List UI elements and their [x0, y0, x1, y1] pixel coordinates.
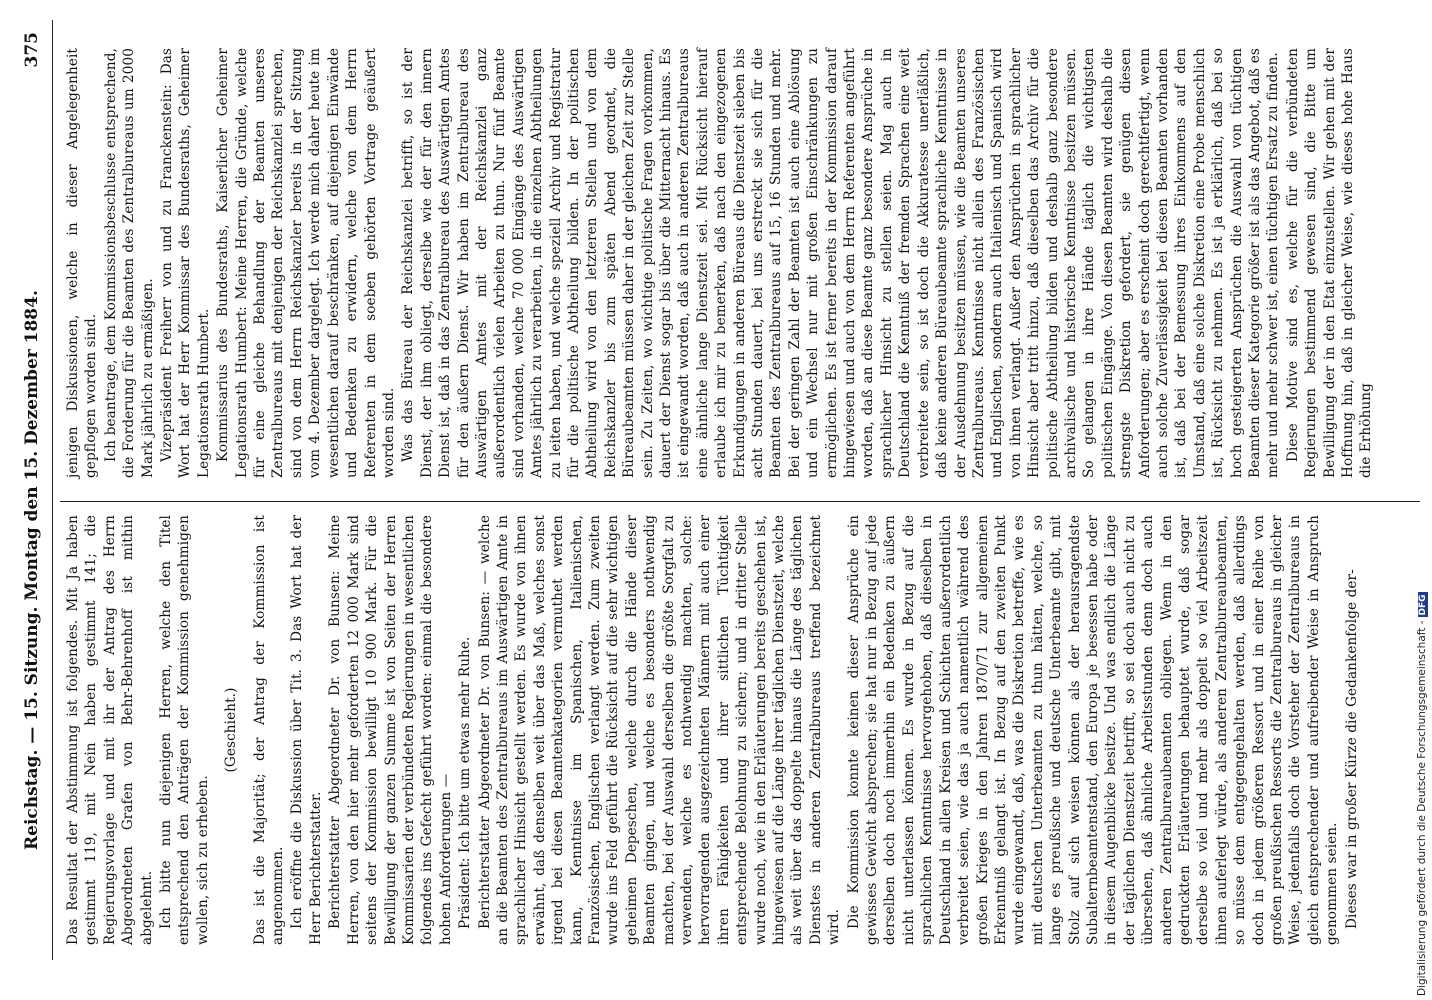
- column-divider: [60, 501, 1420, 502]
- digitization-credit: [1416, 576, 1432, 996]
- paragraph: Das ist die Majorität; der Antrag der Kommission ist angenommen.: [251, 515, 287, 945]
- stage-direction: (Geschieht.): [223, 687, 240, 773]
- credit-text: Digitalisierung gefördert durch die Deutsche Forschungsgemeinschaft -: [1416, 620, 1428, 996]
- page-number: 375: [22, 32, 42, 68]
- paragraph: Ich eröffne die Diskussion über Tit. 3. Das Wort hat der Herr Berichterstatter.: [289, 515, 324, 945]
- header-rule: [52, 20, 53, 960]
- paragraph: jenigen Diskussionen, welche in dieser Angelegenheit gepflogen worden sind.: [65, 48, 100, 478]
- header-title: Reichstag. — 15. Sitzung. Montag den 15. Dezember 1884.: [22, 290, 42, 850]
- paragraph: Präsident: Ich bitte um etwas mehr Ruhe.: [457, 636, 474, 929]
- paragraph: Dieses war in großer Kürze die Gedankenfolge der-: [1343, 569, 1360, 929]
- paragraph: Ich bitte nun diejenigen Herren, welche den Titel entsprechend den Anträgen der Kommission genehmigen wollen, sich zu erheben.: [158, 515, 211, 945]
- paragraph: Berichterstatter Abgeordneter Dr. von Bunsen: Meine Herren, von den hier mehr geforderten 12 000 Mark sind seitens der Kommission bewilligt 10 900 Mark. Für die Bewilligung der ganzen Summe ist von Seiten der Herren Kommissarien der verbündeten Regierungen in wesentlichen folgendes ins Gefecht geführt worden: einmal die besondere hohen Anforderungen —: [327, 515, 454, 945]
- paragraph: Diese Motive sind es, welche für die verbündeten Regierungen bestimmend gewesen sind, die Bitte um Bewilligung der in den Etat einzustellen. Wir gehen mit der Hoffnung hin, daß in gleicher Weise, wie dieses hohe Haus die Erhöhung: [1284, 48, 1375, 478]
- page-header: [18, 20, 48, 960]
- dfg-logo: DFG: [1418, 594, 1428, 616]
- paragraph: Vizepräsident Freiherr von und zu Franckenstein: Das Wort hat der Herr Kommissar des Bundesraths, Geheimer Legationsrath Humbert.: [159, 48, 212, 478]
- paragraph: Ich beantrage, dem Kommissionsbeschlusse entsprechend, die Forderung für die Beamten des Zentralbureaus um 2000 Mark jährlich zu ermäßigen.: [102, 48, 156, 478]
- paragraph: Was das Büreau der Reichskanzlei betrifft, so ist der Dienst, der ihm obliegt, derselbe wie der für den innern Dienst ist, daß in das Zentralbureau des Auswärtigen Amtes für den äußern Dienst. Wir haben im Zentralbureau des Auswärtigen Amtes mit der Reichskanzlei ganz außerordentlich vielen Arbeiten zu thun. Nur fünf Beamte sind vorhanden, welche 70 000 Eingänge des Auswärtigen Amtes jährlich zu verarbeiten, in die einzelnen Abtheilungen zu leiten haben, und welche speziell Archiv und Registratur für die politische Abtheilung bilden. In der politischen Abtheilung wird von den letzteren Stellen und von dem Reichskanzler bis zum späten Abend geordnet, die Büreaubeamten müssen daher in der gleichen Zeit zur Stelle sein. Zu Zeiten, wo wichtige politische Fragen vorkommen, dauert der Dienst sogar bis über die Mitternacht hinaus. Es ist eingewandt worden, daß auch in anderen Zentralbureaus eine ähnliche lange Dienstzeit sei. Mit Rücksicht hierauf erlaube ich mir zu bemerken, daß nach den eingezogenen Erkundigungen in anderen Büreaus die Dienstzeit sieben bis acht Stunden dauert, bei uns erstreckt sie sich für die Beamten des Zentralbureaus auf 15, 16 Stunden und mehr. Bei der geringen Zahl der Beamten ist auch eine Ablösung und ein Wechsel nur mit großen Einschränkungen zu ermöglichen. Es ist ferner bereits in der Kommission darauf hingewiesen und auch von dem Herrn Referenten angeführt worden, daß an diese Beamte ganz besondere Ansprüche in sprachlicher Hinsicht zu stellen seien. Mag auch in Deutschland die Kenntniß der fremden Sprachen eine weit verbreitete sein, so ist doch die Akkuratesse unerläßlich, daß keine anderen Büreaubeamte sprachliche Kenntnisse in der Ausdehnung besitzen müssen, wie die Beamten unseres Zentralbureaus. Kenntnisse nicht allein des Französischen und Englischen, sondern auch Italienisch und Spanisch wird von ihnen verlangt. Außer den Ansprüchen in sprachlicher Hinsicht aber tritt hinzu, daß dieselben das Archiv für die politische Abtheilung bilden und deshalb ganz besondere archivalische und historische Kenntnisse besitzen müssen. So gelangen in ihre Hände täglich die wichtigsten politischen Eingänge. Von diesen Beamten wird deshalb die strengste Diskretion gefordert, sie genügen diesen Anforderungen; aber es erscheint doch gerechtfertigt, wenn auch solche Zuverlässigkeit bei diesen Beamten vorhanden ist, daß bei der Bemessung ihres Einkommens auf den Umstand, daß eine solche Diskretion eine Probe menschlich ist, Rücksicht zu nehmen. Es ist ja erklärlich, daß bei so hoch gesteigerten Ansprüchen die Auswahl von tüchtigen Beamten dieser Kategorie größer ist als das Angebot, daß es mehr und mehr schwer ist, einen tüchtigen Ersatz zu finden.: [400, 48, 1282, 478]
- paragraph: Kommissarius des Bundesraths, Kaiserlicher Geheimer Legationsrath Humbert: Meine Herren, die Gründe, welche für eine gleiche Behandlung der Beamten unseres Zentralbureaus mit denjenigen der Reichskanzlei sprechen, sind von dem Herrn Reichskanzler bereits in der Sitzung vom 4. Dezember dargelegt. Ich werde mich daher heute im wesentlichen darauf beschränken, auf diejenigen Einwände und Bedenken zu erwidern, welche von dem Herrn Referenten in dem soeben gehörten Vortrage geäußert worden sind.: [215, 48, 397, 478]
- left-column: [64, 515, 1362, 945]
- paragraph: Die Kommission konnte keinen dieser Ansprüche ein gewisses Gewicht absprechen; sie hat nur in Bezug auf jede derselben doch noch immerhin ein Bedenken zu äußern nicht unterlassen können. Es wurde in Bezug auf die sprachlichen Kenntnisse hervorgehoben, daß dieselben in Deutschland in allen Kreisen und Schichten außerordentlich verbreitet seien, wie das ja auch namentlich während des großen Krieges in den Jahren 1870/71 zur allgemeinen Erkenntniß gelangt ist. In Bezug auf den zweiten Punkt wurde eingewandt, daß, was die Diskretion betreffe, wie es mit deutschen Unterbeamten zu thun hätten, welche, so lange es preußische und deutsche Unterbeamte gibt, mit Stolz auf sich weisen können als der herausragendste Subalternbeamtenstand, den Europa je besessen habe oder in diesem Augenblicke besitze. Und was endlich die Länge der täglichen Dienstzeit betrifft, so sei doch auch nicht zu übersehen, daß ähnliche Arbeitsstunden denn doch auch anderen Zentralbureaubeamten obliegen. Wenn in den gedruckten Erläuterungen behauptet wurde, daß sogar derselbe so viel und mehr als doppelt so viel Arbeitszeit ihnen auferlegt würde, als anderen Zentralbureaubeamten, so müsse dem entgegengehalten werden, daß allerdings doch in jedem größeren Ressort und in einer Reihe von großen preußischen Ressorts die Zentralbureaus in gleicher Weise, jedenfalls doch die Vorsteher der Zentralbureaus in gleich entsprechender und aufreibender Weise in Anspruch genommen seien.: [845, 515, 1341, 945]
- paragraph: Das Resultat der Abstimmung ist folgendes. Mit Ja haben gestimmt 119, mit Nein haben gestimmt 141; die Regierungsvorlage und mit ihr der Antrag des Herrn Abgeordneten Grafen von Behr-Behrenhoff ist mithin abgelehnt.: [65, 515, 155, 945]
- paragraph: Berichterstatter Abgeordneter Dr. von Bunsen: — welche an die Beamten des Zentralbureaus im Auswärtigen Amte in sprachlicher Hinsicht gestellt werden. Es wurde von ihnen erwähnt, daß denselben weit über das Maß, welches sonst irgend bei diesen Beamtenkategorien vermuthet werden kann, Kenntnisse im Spanischen, Italienischen, Französischen, Englischen verlangt werden. Zum zweiten wurde ins Feld geführt die Rücksicht auf die sehr wichtigen geheimen Depeschen, welche durch die Hände dieser Beamten gingen, und welche es besonders nothwendig machten, bei der Auswahl derselben die größte Sorgfalt zu verwenden, welche es nothwendig machten, solche: hervorragenden ausgezeichneten Männern mit auch einer ihren Fähigkeiten und ihrer sittlichen Tüchtigkeit entsprechende Belohnung zu sichern; und in dritter Stelle wurde noch, wie in den Erläuterungen bereits geschehen ist, hingewiesen auf die Länge ihrer täglichen Dienstzeit, welche als weit über das doppelte hinaus die Länge des täglichen Dienstes in anderen Zentralbureaus treffend bezeichnet wird.: [476, 515, 843, 945]
- right-column: [64, 48, 1377, 478]
